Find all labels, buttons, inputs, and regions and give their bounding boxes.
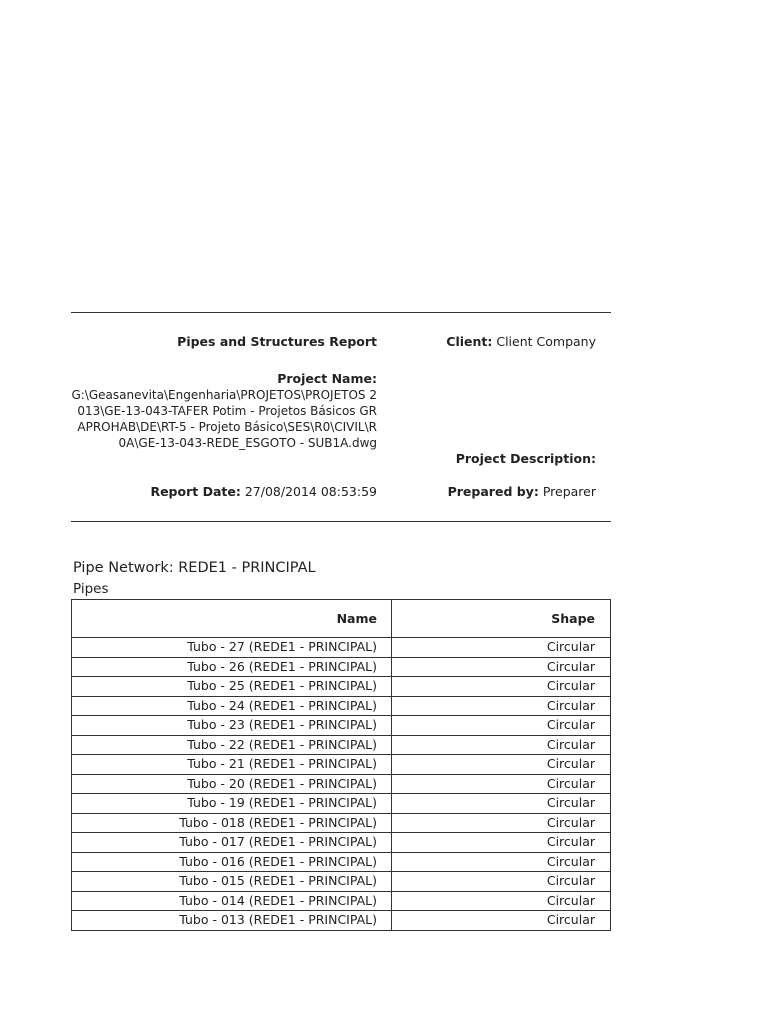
table-header-row: [72, 600, 611, 638]
pipe-name-cell: Tubo - 018 (REDE1 - PRINCIPAL): [72, 813, 392, 833]
project-description-label: Project Description:: [455, 451, 596, 466]
table-row: [72, 852, 611, 872]
pipe-name-cell: Tubo - 19 (REDE1 - PRINCIPAL): [72, 794, 392, 814]
name-column-header: Name: [72, 600, 392, 638]
table-row: [72, 716, 611, 736]
table-row: [72, 794, 611, 814]
prepared-by-label: Prepared by:: [447, 484, 539, 499]
table-row: [72, 755, 611, 775]
pipe-shape-cell: Circular: [392, 794, 611, 814]
pipe-shape-cell: Circular: [392, 696, 611, 716]
pipe-name-cell: Tubo - 014 (REDE1 - PRINCIPAL): [72, 891, 392, 911]
table-row: [72, 872, 611, 892]
project-name-value: G:\Geasanevita\Engenharia\PROJETOS\PROJETOS 2013\GE-13-043-TAFER Potim - Projetos Básicos GRAPROHAB\DE\RT-5 - Projeto Básico\SES\R0\CIVIL\R0A\GE-13-043-REDE_ESGOTO - SUB1A.dwg: [71, 388, 377, 450]
pipe-shape-cell: Circular: [392, 833, 611, 853]
pipes-table: [71, 599, 611, 931]
pipe-shape-cell: Circular: [392, 872, 611, 892]
pipe-name-cell: Tubo - 016 (REDE1 - PRINCIPAL): [72, 852, 392, 872]
pipe-shape-cell: Circular: [392, 677, 611, 697]
pipe-shape-cell: Circular: [392, 813, 611, 833]
client-label: Client:: [446, 334, 493, 349]
table-row: [72, 813, 611, 833]
table-row: [72, 677, 611, 697]
pipe-shape-cell: Circular: [392, 716, 611, 736]
pipe-name-cell: Tubo - 22 (REDE1 - PRINCIPAL): [72, 735, 392, 755]
pipe-shape-cell: Circular: [392, 852, 611, 872]
pipe-shape-cell: Circular: [392, 774, 611, 794]
prepared-by-line: [400, 484, 596, 500]
report-date-label: Report Date:: [150, 484, 241, 499]
header-top-rule: [71, 312, 611, 313]
pipe-shape-cell: Circular: [392, 891, 611, 911]
pipe-name-cell: Tubo - 26 (REDE1 - PRINCIPAL): [72, 657, 392, 677]
table-row: [72, 891, 611, 911]
pipe-network-title: Pipe Network: REDE1 - PRINCIPAL: [73, 560, 316, 576]
client-value: Client Company: [496, 334, 596, 349]
table-row: [72, 657, 611, 677]
table-row: [72, 833, 611, 853]
table-row: [72, 696, 611, 716]
table-row: [72, 774, 611, 794]
client-line: [400, 334, 596, 350]
table-row: [72, 911, 611, 931]
pipe-name-cell: Tubo - 013 (REDE1 - PRINCIPAL): [72, 911, 392, 931]
pipe-name-cell: Tubo - 017 (REDE1 - PRINCIPAL): [72, 833, 392, 853]
pipe-shape-cell: Circular: [392, 638, 611, 658]
table-row: [72, 735, 611, 755]
pipe-shape-cell: Circular: [392, 657, 611, 677]
table-row: [72, 638, 611, 658]
report-title: Pipes and Structures Report: [177, 334, 377, 349]
pipe-shape-cell: Circular: [392, 911, 611, 931]
prepared-by-value: Preparer: [542, 484, 596, 499]
pipe-name-cell: Tubo - 23 (REDE1 - PRINCIPAL): [72, 716, 392, 736]
pipe-shape-cell: Circular: [392, 735, 611, 755]
report-date-value: 27/08/2014 08:53:59: [244, 484, 377, 499]
project-name-label: Project Name:: [277, 371, 377, 386]
pipe-name-cell: Tubo - 21 (REDE1 - PRINCIPAL): [72, 755, 392, 775]
shape-column-header: Shape: [392, 600, 611, 638]
pipe-name-cell: Tubo - 20 (REDE1 - PRINCIPAL): [72, 774, 392, 794]
report-date-line: [71, 484, 377, 500]
pipes-subtitle: Pipes: [73, 581, 109, 597]
pipe-name-cell: Tubo - 015 (REDE1 - PRINCIPAL): [72, 872, 392, 892]
pipe-name-cell: Tubo - 27 (REDE1 - PRINCIPAL): [72, 638, 392, 658]
pipes-table-body: [72, 638, 611, 931]
pipe-name-cell: Tubo - 25 (REDE1 - PRINCIPAL): [72, 677, 392, 697]
pipe-shape-cell: Circular: [392, 755, 611, 775]
header-bottom-rule: [71, 521, 611, 522]
pipe-name-cell: Tubo - 24 (REDE1 - PRINCIPAL): [72, 696, 392, 716]
